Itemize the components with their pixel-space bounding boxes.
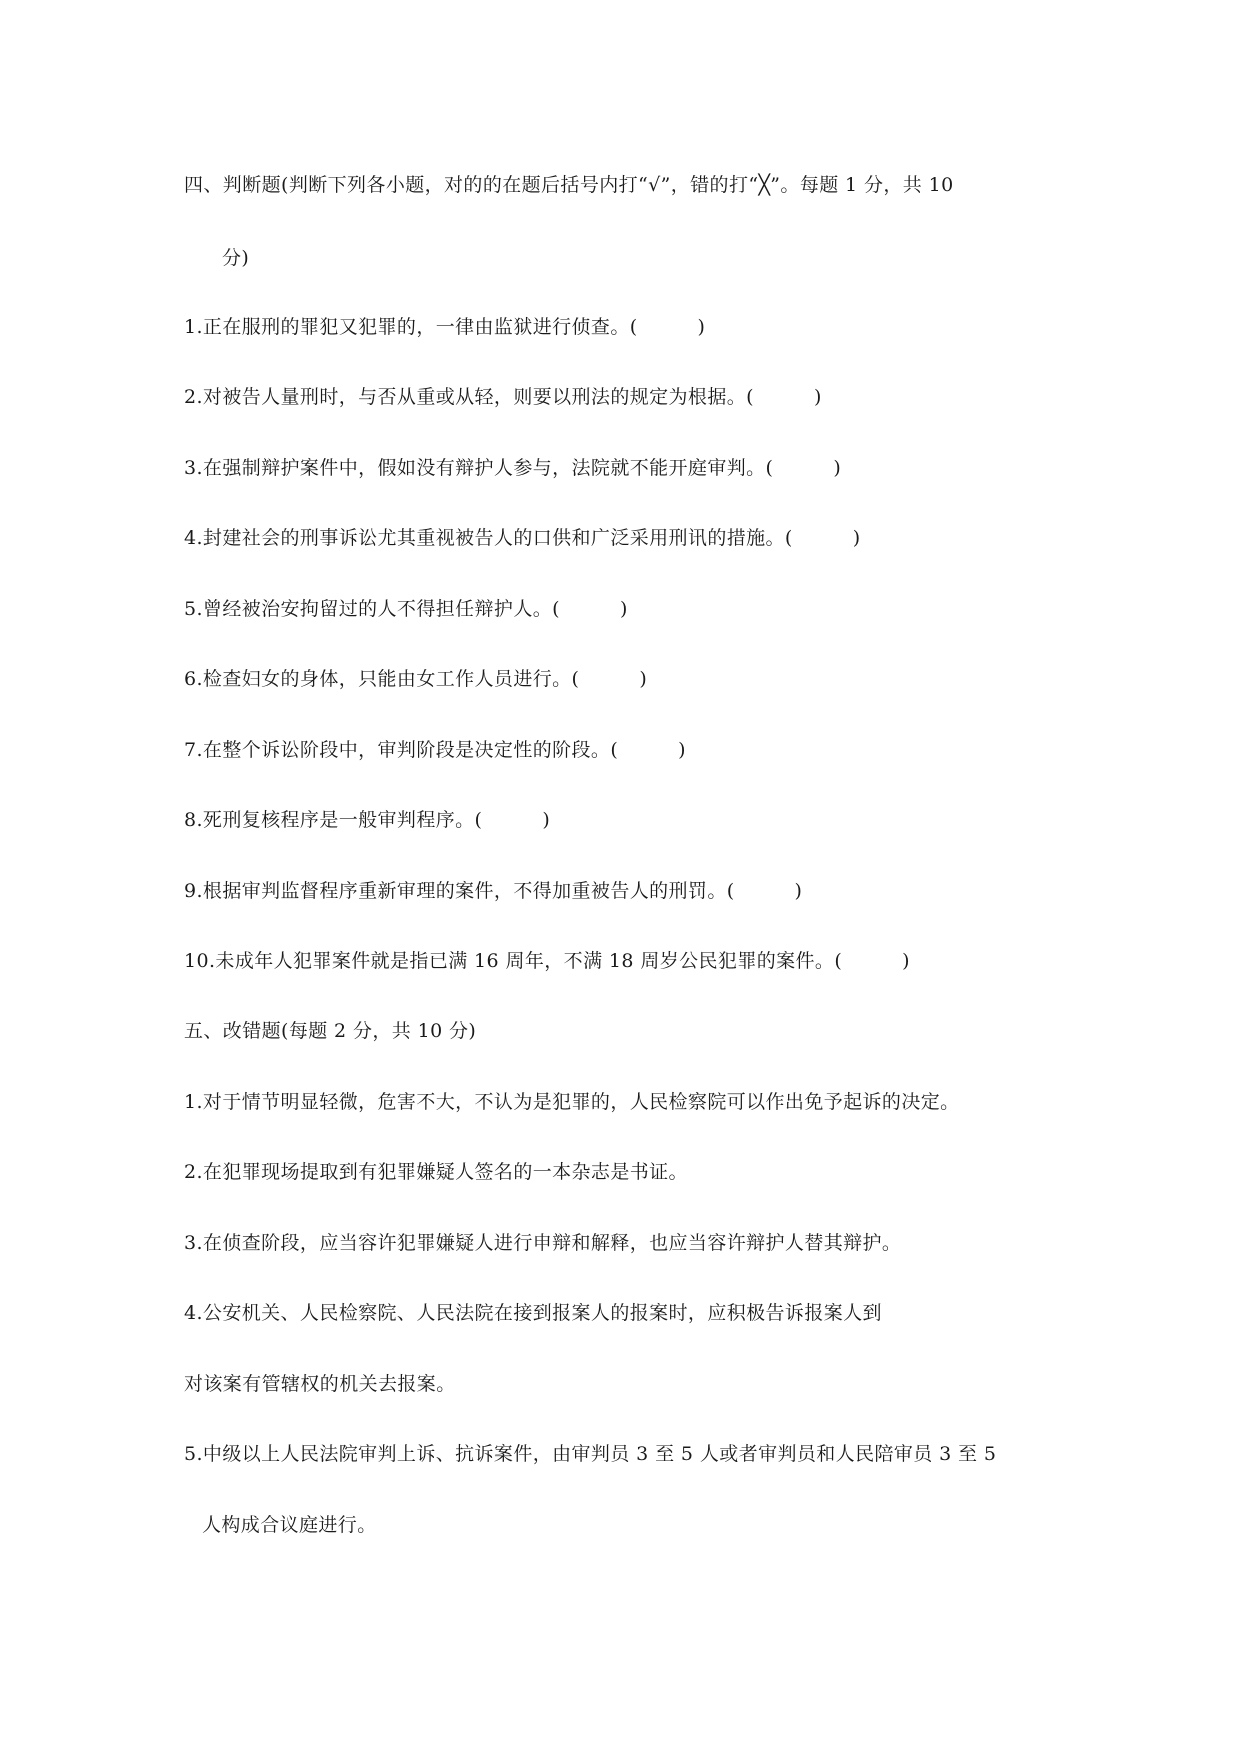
correction-item-2: 2.在犯罪现场提取到有犯罪嫌疑人签名的一本杂志是书证。 [184,1161,688,1183]
judgment-item [184,314,705,340]
judgment-item [184,384,822,410]
judgment-item [184,596,628,622]
judgment-item [184,807,550,833]
judgment-item-text: 8.死刑复核程序是一般审判程序。( [184,809,483,831]
close-paren: ) [619,598,628,620]
judgment-item [184,948,910,974]
judgment-item-text: 10.未成年人犯罪案件就是指已满 16 周年，不满 18 周岁公民犯罪的案件。( [184,950,843,972]
correction-item-5: 5.中级以上人民法院审判上诉、抗诉案件，由审判员 3 至 5 人或者审判员和人民陪审员 3 至 5 [184,1443,997,1465]
judgment-item-text: 9.根据审判监督程序重新审理的案件，不得加重被告人的刑罚。( [184,880,735,902]
close-paren: ) [833,457,842,479]
close-paren: ) [697,316,706,338]
section-4-heading: 四、判断题(判断下列各小题，对的的在题后括号内打“√”，错的打“╳”。每题 1 分，共 10 [184,174,954,196]
judgment-item-text: 4.封建社会的刑事诉讼尤其重视被告人的口供和广泛采用刑讯的措施。( [184,527,793,549]
judgment-item [184,525,861,551]
close-paren: ) [678,739,686,761]
judgment-item-text: 5.曾经被治安拘留过的人不得担任辩护人。( [184,598,560,620]
judgment-item [184,455,841,481]
close-paren: ) [902,950,910,972]
judgment-item [184,737,686,763]
judgment-item-text: 3.在强制辩护案件中，假如没有辩护人参与，法院就不能开庭审判。( [184,457,774,479]
section-5-heading: 五、改错题(每题 2 分，共 10 分) [184,1020,477,1042]
judgment-item-text: 1.正在服刑的罪犯又犯罪的，一律由监狱进行侦查。( [184,316,638,338]
close-paren: ) [813,386,822,408]
correction-item-5-continued: 人构成合议庭进行。 [202,1514,377,1536]
judgment-item-text: 6.检查妇女的身体，只能由女工作人员进行。( [184,668,580,690]
close-paren: ) [852,527,861,549]
judgment-item [184,878,802,904]
judgment-item-text: 2.对被告人量刑时，与否从重或从轻，则要以刑法的规定为根据。( [184,386,754,408]
close-paren: ) [794,880,803,902]
correction-item-4: 4.公安机关、人民检察院、人民法院在接到报案人的报案时，应积极告诉报案人到 [184,1302,882,1324]
section-4-heading-continued: 分) [222,247,250,269]
close-paren: ) [639,668,648,690]
judgment-item-text: 7.在整个诉讼阶段中，审判阶段是决定性的阶段。( [184,739,619,761]
judgment-item [184,666,647,692]
correction-item-1: 1.对于情节明显轻微，危害不大，不认为是犯罪的，人民检察院可以作出免予起诉的决定。 [184,1091,960,1113]
correction-item-4-continued: 对该案有管辖权的机关去报案。 [184,1373,456,1395]
close-paren: ) [542,809,551,831]
correction-item-3: 3.在侦查阶段，应当容许犯罪嫌疑人进行申辩和解释，也应当容许辩护人替其辩护。 [184,1232,902,1254]
